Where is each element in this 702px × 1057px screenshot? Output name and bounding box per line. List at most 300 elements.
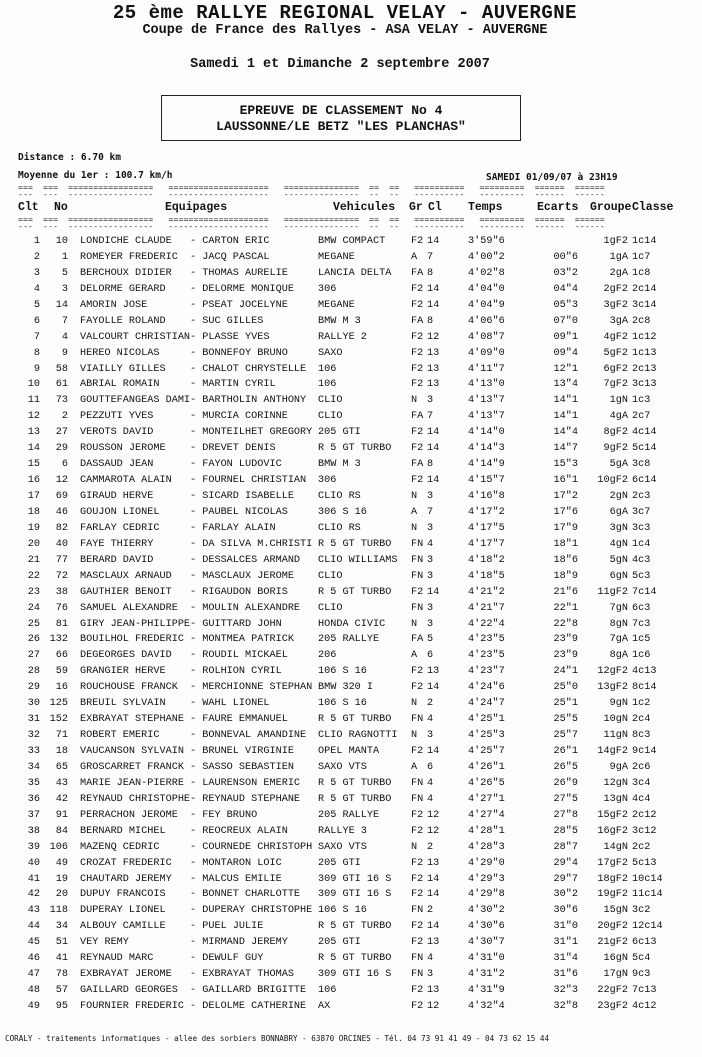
- cell-codriver: - SICARD ISABELLE: [190, 491, 294, 502]
- stage-line-1: EPREUVE DE CLASSEMENT No 4: [239, 103, 443, 118]
- cell-driver: BERCHOUX DIDIER: [80, 267, 172, 279]
- cell-vehicle: R 5 GT TURBO: [318, 714, 392, 726]
- table-row: [0, 585, 702, 601]
- cell-time: 4'22"4: [468, 618, 505, 630]
- table-row: [0, 409, 702, 425]
- cell-time: 4'29"3: [468, 873, 505, 885]
- cell-class: 4: [427, 953, 434, 965]
- cell-vehicle: CLIO: [318, 570, 343, 582]
- cell-group: N: [411, 730, 418, 742]
- cell-driver: BOUILHOL FREDERIC: [80, 634, 184, 646]
- cell-clt: 45: [27, 937, 40, 949]
- cell-codriver: - DA SILVA M.CHRISTI: [190, 538, 313, 550]
- cell-group: FN: [411, 602, 424, 614]
- cell-driver: PERRACHON JEROME: [80, 809, 178, 821]
- cell-vehicle: 309 GTI 16 S: [318, 873, 392, 885]
- cell-time: 4'21"7: [468, 602, 505, 614]
- cell-class: 14: [427, 746, 440, 757]
- table-row: [0, 792, 702, 808]
- cell-group-rank: 7gF2: [603, 379, 628, 391]
- table-row: [0, 393, 702, 409]
- cell-group: F2: [411, 889, 424, 901]
- cell-codriver: - MONTARON LOIC: [190, 857, 282, 869]
- cell-class: 4: [427, 538, 434, 550]
- cell-class: 3: [427, 618, 434, 630]
- table-row: [0, 728, 702, 744]
- cell-driver: SAMUEL ALEXANDRE: [80, 602, 178, 614]
- cell-group: FN: [411, 554, 424, 566]
- cell-class-rank: 1c13: [632, 347, 657, 359]
- cell-class: 3: [427, 602, 434, 614]
- cell-gap: 05"3: [553, 299, 578, 311]
- cell-class-rank: 3c3: [632, 522, 651, 534]
- cell-gap: 31"1: [553, 937, 578, 949]
- cell-clt: 23: [27, 586, 40, 598]
- cell-time: 4'27"1: [468, 793, 505, 805]
- cell-codriver: - JACQ PASCAL: [190, 251, 270, 263]
- cell-vehicle: 205 RALLYE: [318, 634, 380, 646]
- separator-top-2: --- --- ----------------- -------------------- --------------- -- -- ---------- --------- ------ ------: [18, 190, 605, 199]
- cell-class: 2: [427, 905, 434, 917]
- cell-no: 43: [55, 777, 68, 789]
- cell-group: FA: [411, 411, 424, 423]
- page-subtitle: Coupe de France des Rallyes - ASA VELAY - AUVERGNE: [142, 23, 548, 38]
- cell-group: FN: [411, 570, 424, 582]
- cell-no: 1: [61, 251, 68, 263]
- cell-class: 12: [427, 1001, 440, 1012]
- table-row: [0, 298, 702, 314]
- cell-group-rank: 14gF2: [597, 746, 628, 757]
- cell-gap: 14"7: [553, 443, 578, 455]
- cell-group-rank: 8gA: [609, 650, 628, 662]
- cell-clt: 17: [27, 491, 40, 502]
- cell-vehicle: BMW COMPACT: [318, 236, 386, 247]
- cell-group-rank: 9gA: [609, 761, 628, 773]
- cell-gap: 26"1: [553, 746, 578, 757]
- cell-class: 13: [427, 347, 440, 359]
- cell-clt: 7: [33, 331, 40, 343]
- cell-clt: 2: [33, 251, 40, 263]
- cell-vehicle: 206: [318, 650, 337, 662]
- cell-class: 6: [427, 650, 434, 662]
- cell-gap: 32"8: [553, 1001, 578, 1012]
- cell-codriver: - BONNEVAL AMANDINE: [190, 730, 307, 742]
- cell-no: 69: [55, 491, 68, 502]
- cell-class-rank: 12c14: [632, 921, 663, 933]
- cell-codriver: - DELOLME CATHERINE: [190, 1001, 307, 1012]
- cell-group-rank: 6gF2: [603, 363, 628, 375]
- cell-group-rank: 10gN: [603, 714, 628, 726]
- cell-no: 41: [55, 953, 68, 965]
- cell-class-rank: 1c3: [632, 395, 651, 407]
- cell-clt: 9: [33, 363, 40, 375]
- cell-class: 13: [427, 937, 440, 949]
- cell-codriver: - LAURENSON EMERIC: [190, 777, 301, 789]
- cell-vehicle: MEGANE: [318, 251, 355, 263]
- cell-group-rank: 12gN: [603, 777, 628, 789]
- cell-vehicle: 309 GTI 16 S: [318, 969, 392, 981]
- cell-class: 8: [427, 267, 434, 279]
- table-row: [0, 234, 702, 250]
- cell-clt: 39: [27, 841, 40, 853]
- cell-group-rank: 4gN: [609, 538, 628, 550]
- cell-gap: 14"1: [553, 395, 578, 407]
- cell-codriver: - PAUBEL NICOLAS: [190, 506, 288, 518]
- cell-clt: 19: [27, 522, 40, 534]
- cell-class-rank: 3c14: [632, 299, 657, 311]
- cell-codriver: - MERCHIONNE STEPHAN: [190, 682, 313, 694]
- cell-class-rank: 1c2: [632, 698, 651, 710]
- cell-vehicle: CLIO RAGNOTTI: [318, 730, 398, 742]
- cell-time: 4'26"1: [468, 761, 505, 773]
- cell-no: 82: [55, 522, 68, 534]
- cell-driver: GAILLARD GEORGES: [80, 985, 178, 997]
- cell-group-rank: 14gN: [603, 841, 628, 853]
- table-row: [0, 553, 702, 569]
- cell-vehicle: RALLYE 3: [318, 825, 367, 837]
- cell-no: 59: [55, 666, 68, 678]
- table-row: [0, 489, 702, 505]
- separator-top: === === ================= ==================== =============== == == ========== ========= ====== ======: [18, 183, 605, 192]
- cell-no: 51: [55, 937, 68, 949]
- cell-class-rank: 7c3: [632, 618, 651, 630]
- cell-driver: MARIE JEAN-PIERRE: [80, 777, 184, 789]
- cell-group: FN: [411, 777, 424, 789]
- cell-clt: 5: [33, 299, 40, 311]
- cell-group-rank: 11gN: [603, 730, 628, 742]
- cell-gap: 16"1: [553, 475, 578, 487]
- cell-codriver: - MASCLAUX JEROME: [190, 570, 294, 582]
- cell-class: 14: [427, 427, 440, 439]
- cell-vehicle: 106: [318, 985, 337, 997]
- cell-class-rank: 10c14: [632, 873, 663, 885]
- cell-group: F2: [411, 475, 424, 487]
- cell-group: F2: [411, 283, 424, 295]
- cell-gap: 25"1: [553, 698, 578, 710]
- cell-class-rank: 1c6: [632, 650, 651, 662]
- cell-no: 106: [49, 841, 68, 853]
- cell-clt: 26: [27, 634, 40, 646]
- cell-group-rank: 16gN: [603, 953, 628, 965]
- cell-driver: BERNARD MICHEL: [80, 825, 166, 837]
- cell-class-rank: 1c7: [632, 251, 651, 263]
- cell-class: 2: [427, 841, 434, 853]
- cell-group-rank: 7gA: [609, 634, 628, 646]
- cell-class-rank: 4c4: [632, 793, 651, 805]
- cell-group-rank: 13gN: [603, 793, 628, 805]
- cell-group: F2: [411, 746, 424, 757]
- cell-clt: 10: [27, 379, 40, 391]
- table-row: [0, 935, 702, 951]
- cell-gap: 27"5: [553, 793, 578, 805]
- cell-class: 14: [427, 586, 440, 598]
- cell-gap: 18"6: [553, 554, 578, 566]
- cell-codriver: - DEWULF GUY: [190, 953, 264, 965]
- cell-gap: 30"6: [553, 905, 578, 917]
- cell-time: 4'23"7: [468, 666, 505, 678]
- cell-group: FN: [411, 969, 424, 981]
- table-row: [0, 617, 702, 633]
- cell-class-rank: 1c5: [632, 634, 651, 646]
- cell-driver: GOUTTEFANGEAS DAMI: [80, 395, 191, 407]
- cell-vehicle: CLIO: [318, 602, 343, 614]
- cell-group-rank: 16gF2: [597, 825, 628, 837]
- cell-no: 20: [55, 889, 68, 901]
- table-row: [0, 776, 702, 792]
- table-row: [0, 983, 702, 999]
- cell-group: N: [411, 491, 418, 502]
- cell-no: 19: [55, 873, 68, 885]
- cell-gap: 03"2: [553, 267, 578, 279]
- cell-time: 4'31"0: [468, 953, 505, 965]
- cell-group-rank: 23gF2: [597, 1001, 628, 1012]
- cell-vehicle: 106 S 16: [318, 666, 367, 678]
- cell-class: 14: [427, 236, 440, 247]
- cell-class: 14: [427, 889, 440, 901]
- cell-class: 3: [427, 570, 434, 582]
- cell-time: 4'25"3: [468, 730, 505, 742]
- cell-class: 5: [427, 634, 434, 646]
- cell-vehicle: SAXO VTS: [318, 761, 367, 773]
- cell-group-rank: 22gF2: [597, 985, 628, 997]
- cell-clt: 36: [27, 793, 40, 805]
- cell-class-rank: 5c4: [632, 953, 651, 965]
- cell-class: 3: [427, 522, 434, 534]
- cell-vehicle: OPEL MANTA: [318, 746, 380, 757]
- cell-no: 95: [55, 1001, 68, 1012]
- cell-no: 2: [61, 411, 68, 423]
- cell-group: F2: [411, 921, 424, 933]
- col-no: No: [54, 201, 68, 214]
- cell-class: 12: [427, 809, 440, 821]
- table-row: [0, 362, 702, 378]
- cell-vehicle: 106 S 16: [318, 698, 367, 710]
- cell-codriver: - DELORME MONIQUE: [190, 283, 294, 295]
- cell-gap: 22"1: [553, 602, 578, 614]
- cell-class-rank: 4c14: [632, 427, 657, 439]
- table-row: [0, 346, 702, 362]
- cell-time: 4'24"7: [468, 698, 505, 710]
- cell-vehicle: R 5 GT TURBO: [318, 793, 392, 805]
- cell-group: FA: [411, 315, 424, 327]
- cell-vehicle: 306: [318, 475, 337, 487]
- cell-group: F2: [411, 347, 424, 359]
- cell-driver: ROMEYER FREDERIC: [80, 251, 178, 263]
- cell-gap: 28"5: [553, 825, 578, 837]
- cell-vehicle: AX: [318, 1001, 331, 1012]
- cell-class-rank: 2c13: [632, 363, 657, 375]
- cell-class: 14: [427, 443, 440, 455]
- cell-clt: 38: [27, 825, 40, 837]
- cell-class: 13: [427, 363, 440, 375]
- cell-class-rank: 1c4: [632, 538, 651, 550]
- cell-time: 4'31"2: [468, 969, 505, 981]
- cell-clt: 18: [27, 506, 40, 518]
- cell-time: 4'24"6: [468, 682, 505, 694]
- cell-vehicle: 205 GTI: [318, 427, 361, 439]
- cell-group-rank: 21gF2: [597, 937, 628, 949]
- cell-time: 4'14"3: [468, 443, 505, 455]
- cell-no: 81: [55, 618, 68, 630]
- cell-no: 7: [61, 315, 68, 327]
- cell-clt: 16: [27, 475, 40, 487]
- cell-group: N: [411, 395, 418, 407]
- cell-gap: 29"4: [553, 857, 578, 869]
- table-row: [0, 664, 702, 680]
- cell-group-rank: 20gF2: [597, 921, 628, 933]
- cell-gap: 31"4: [553, 953, 578, 965]
- cell-group-rank: 1gA: [609, 251, 628, 263]
- cell-group-rank: 6gN: [609, 570, 628, 582]
- cell-codriver: - DREVET DENIS: [190, 443, 276, 455]
- cell-no: 61: [55, 379, 68, 391]
- cell-no: 78: [55, 969, 68, 981]
- cell-vehicle: BMW M 3: [318, 315, 361, 327]
- cell-vehicle: BMW 320 I: [318, 682, 374, 694]
- cell-time: 4'00"2: [468, 251, 505, 263]
- cell-driver: GAUTHIER BENOIT: [80, 586, 172, 598]
- cell-driver: HEREO NICOLAS: [80, 347, 160, 359]
- cell-no: 125: [49, 698, 68, 710]
- table-row: [0, 521, 702, 537]
- cell-group-rank: 7gN: [609, 602, 628, 614]
- table-row: [0, 887, 702, 903]
- cell-vehicle: 306: [318, 283, 337, 295]
- cell-driver: BREUIL SYLVAIN: [80, 698, 166, 710]
- cell-gap: 17"6: [553, 506, 578, 518]
- cell-codriver: - FARLAY ALAIN: [190, 522, 276, 534]
- cell-time: 4'30"6: [468, 921, 505, 933]
- separator-bottom: === === ================= ==================== =============== == == ========== ========= ====== ======: [18, 215, 605, 224]
- cell-clt: 24: [27, 602, 40, 614]
- cell-group-rank: 15gF2: [597, 809, 628, 821]
- cell-class-rank: 4c3: [632, 554, 651, 566]
- cell-group-rank: 19gF2: [597, 889, 628, 901]
- table-row: [0, 856, 702, 872]
- cell-driver: MAZENQ CEDRIC: [80, 841, 160, 853]
- cell-class: 3: [427, 554, 434, 566]
- cell-clt: 1: [33, 236, 40, 247]
- table-row: [0, 505, 702, 521]
- cell-no: 58: [55, 363, 68, 375]
- cell-group: N: [411, 522, 418, 534]
- cell-group-rank: 10gF2: [597, 475, 628, 487]
- cell-driver: REYNAUD MARC: [80, 953, 154, 965]
- cell-no: 27: [55, 427, 68, 439]
- cell-class: 4: [427, 714, 434, 726]
- cell-no: 9: [61, 347, 68, 359]
- cell-class-rank: 6c14: [632, 475, 657, 487]
- cell-vehicle: CLIO: [318, 395, 343, 407]
- cell-group: N: [411, 618, 418, 630]
- cell-group-rank: 13gF2: [597, 682, 628, 694]
- cell-group: N: [411, 841, 418, 853]
- cell-time: 4'21"2: [468, 586, 505, 598]
- cell-no: 38: [55, 586, 68, 598]
- cell-group: F2: [411, 443, 424, 455]
- cell-vehicle: 106: [318, 379, 337, 391]
- cell-group-rank: 1gF2: [603, 236, 628, 247]
- cell-codriver: - COURNEDE CHRISTOPH: [190, 841, 313, 853]
- cell-driver: PEZZUTI YVES: [80, 411, 154, 423]
- cell-time: 4'13"7: [468, 395, 505, 407]
- cell-group: F2: [411, 857, 424, 869]
- page-title: 25 ème RALLYE REGIONAL VELAY - AUVERGNE: [112, 2, 578, 24]
- col-class: Classe: [632, 201, 674, 214]
- cell-vehicle: 106 S 16: [318, 905, 367, 917]
- cell-no: 10: [55, 236, 68, 247]
- cell-clt: 42: [27, 889, 40, 901]
- cell-gap: 25"5: [553, 714, 578, 726]
- cell-class-rank: 8c3: [632, 730, 651, 742]
- cell-group: FN: [411, 538, 424, 550]
- cell-codriver: - BARTHOLIN ANTHONY: [190, 395, 307, 407]
- table-row: [0, 569, 702, 585]
- cell-no: 71: [55, 730, 68, 742]
- cell-no: 49: [55, 857, 68, 869]
- cell-time: 4'30"7: [468, 937, 505, 949]
- cell-gap: 15"3: [553, 459, 578, 471]
- cell-clt: 14: [27, 443, 40, 455]
- col-cl: Cl: [428, 201, 442, 214]
- average-speed: Moyenne du 1er : 100.7 km/h: [18, 170, 173, 181]
- cell-time: 4'26"5: [468, 777, 505, 789]
- cell-codriver: - MALCUS EMILIE: [190, 873, 282, 885]
- cell-driver: DUPUY FRANCOIS: [80, 889, 166, 901]
- table-row: [0, 266, 702, 282]
- cell-no: 66: [55, 650, 68, 662]
- cell-group: FA: [411, 634, 424, 646]
- cell-gap: 31"0: [553, 921, 578, 933]
- cell-group: A: [411, 650, 418, 662]
- cell-clt: 37: [27, 809, 40, 821]
- cell-codriver: - SASSO SEBASTIEN: [190, 761, 294, 773]
- cell-no: 29: [55, 443, 68, 455]
- cell-driver: MASCLAUX ARNAUD: [80, 570, 172, 582]
- cell-class: 4: [427, 793, 434, 805]
- cell-group: FN: [411, 905, 424, 917]
- cell-clt: 46: [27, 953, 40, 965]
- cell-class-rank: 9c14: [632, 746, 657, 757]
- results-table: [0, 234, 702, 1015]
- cell-group: F2: [411, 299, 424, 311]
- cell-time: 4'31"9: [468, 985, 505, 997]
- cell-time: 4'18"5: [468, 570, 505, 582]
- cell-time: 4'23"5: [468, 634, 505, 646]
- cell-no: 40: [55, 538, 68, 550]
- col-gaps: Ecarts: [537, 201, 579, 214]
- cell-group: F2: [411, 586, 424, 598]
- cell-gap: 18"9: [553, 570, 578, 582]
- cell-driver: DUPERAY LIONEL: [80, 905, 166, 917]
- cell-no: 3: [61, 283, 68, 295]
- cell-gap: 25"7: [553, 730, 578, 742]
- cell-vehicle: CLIO: [318, 411, 343, 423]
- cell-gap: 14"1: [553, 411, 578, 423]
- cell-class: 12: [427, 825, 440, 837]
- stage-box: [161, 95, 521, 141]
- cell-clt: 41: [27, 873, 40, 885]
- cell-driver: FOURNIER FREDERIC: [80, 1001, 184, 1012]
- cell-class: 14: [427, 475, 440, 487]
- cell-group: F2: [411, 666, 424, 678]
- cell-time: 4'14"0: [468, 427, 505, 439]
- cell-group-rank: 11gF2: [597, 586, 628, 598]
- cell-gap: 25"0: [553, 682, 578, 694]
- cell-no: 118: [49, 905, 68, 917]
- table-row: [0, 601, 702, 617]
- col-time: Temps: [468, 201, 503, 214]
